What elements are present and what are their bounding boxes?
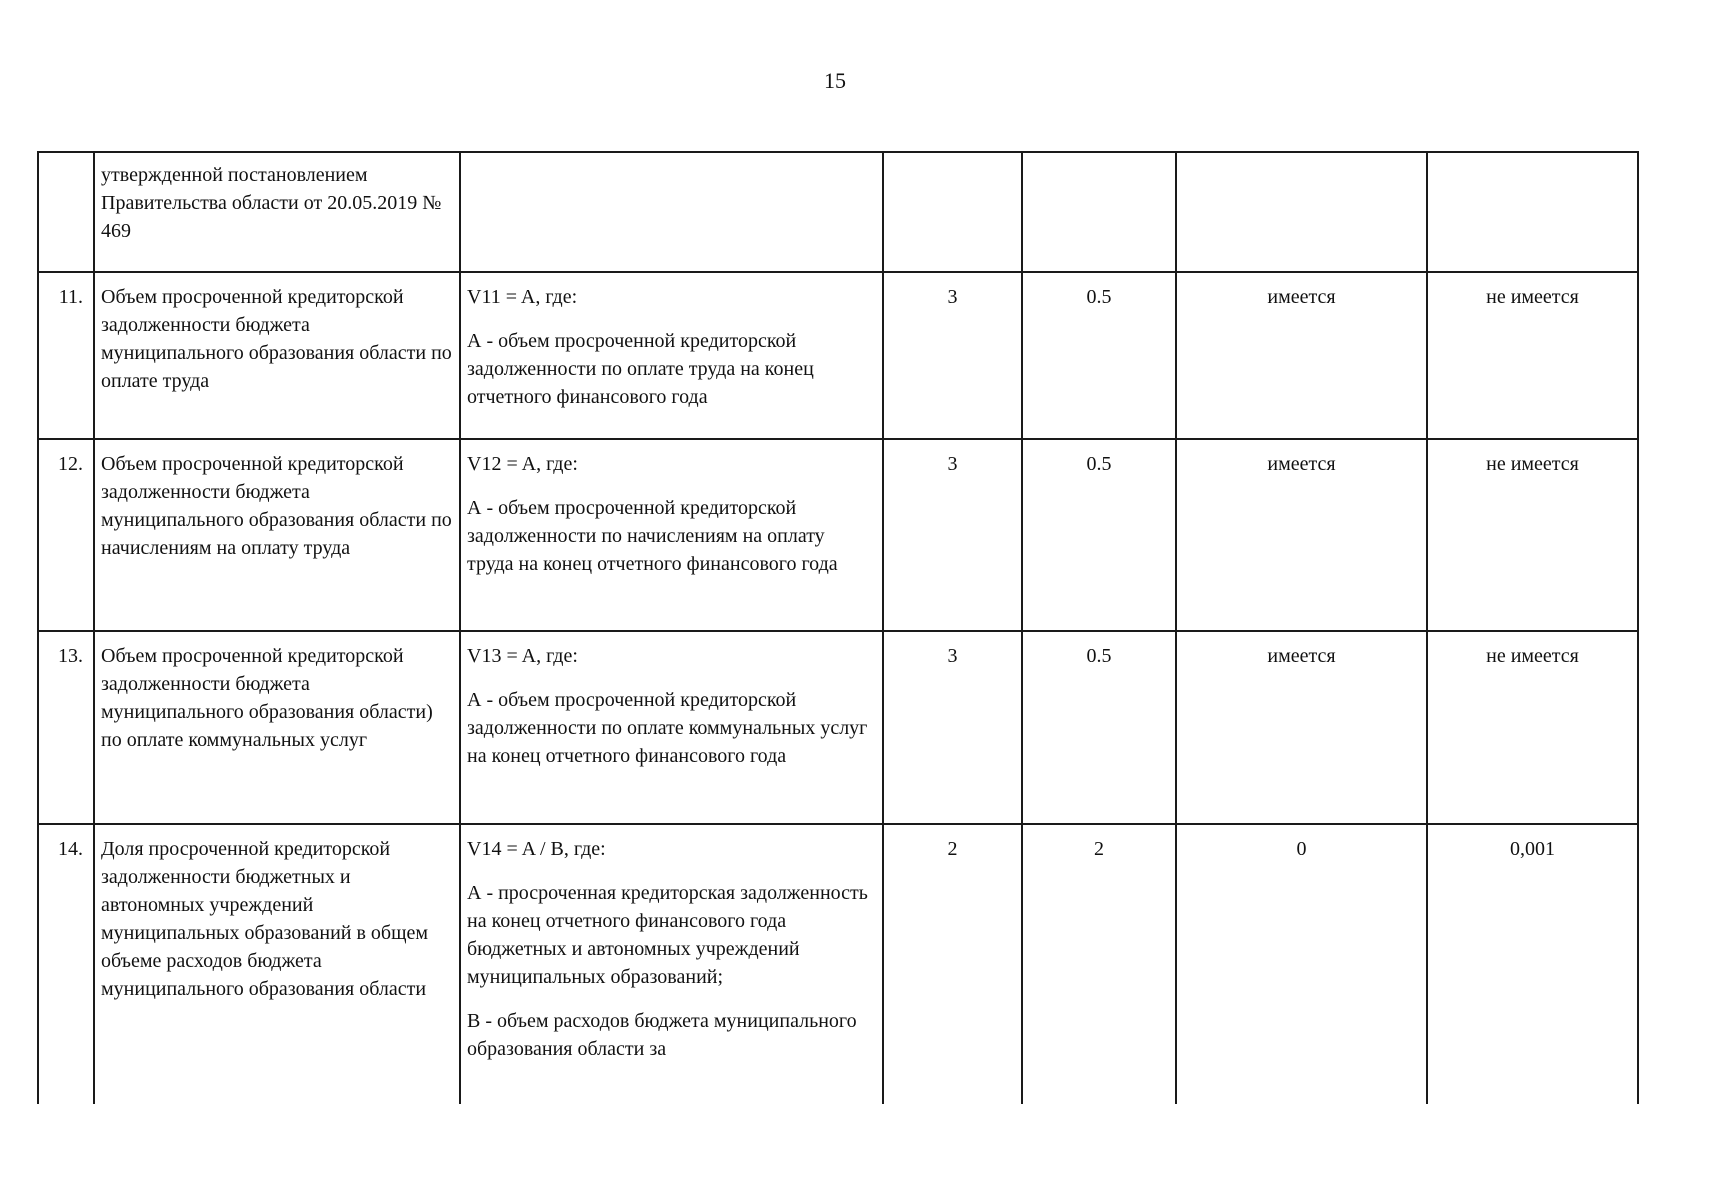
value-cell: не имеется <box>1427 439 1638 631</box>
formula-cell <box>460 631 883 824</box>
indicator-cell: утвержденной постановлением Правительства области от 20.05.2019 № 469 <box>94 152 460 272</box>
indicator-cell: Объем просроченной кредиторской задолженности бюджета муниципального образования области) по оплате коммунальных услуг <box>94 631 460 824</box>
value-cell: 3 <box>883 272 1022 439</box>
formula-cell <box>460 272 883 439</box>
formula: V12 = A, где: <box>467 453 578 475</box>
value-cell: 2 <box>883 824 1022 1104</box>
formula-definition: А - объем просроченной кредиторской задолженности по оплате труда на конец отчетного финансового года <box>467 330 814 408</box>
value-cell: 0 <box>1176 824 1427 1104</box>
value-cell: 0,001 <box>1427 824 1638 1104</box>
indicator-cell: Доля просроченной кредиторской задолженности бюджетных и автономных учреждений муниципальных образований в общем объеме расходов бюджета муниципального образования области <box>94 824 460 1104</box>
table-row-11 <box>38 272 1638 439</box>
value-cell <box>883 152 1022 272</box>
value-cell: имеется <box>1176 439 1427 631</box>
num-cell <box>38 152 94 272</box>
indicator-cell: Объем просроченной кредиторской задолженности бюджета муниципального образования области по начислениям на оплату труда <box>94 439 460 631</box>
value-cell: не имеется <box>1427 631 1638 824</box>
formula: V14 = A / B, где: <box>467 838 606 860</box>
table-row-13 <box>38 631 1638 824</box>
value-cell: 0.5 <box>1022 631 1176 824</box>
formula-cell <box>460 824 883 1104</box>
indicator-cell: Объем просроченной кредиторской задолженности бюджета муниципального образования области по оплате труда <box>94 272 460 439</box>
page-number: 15 <box>824 68 846 93</box>
table-row-continuation <box>38 152 1638 272</box>
value-cell: имеется <box>1176 631 1427 824</box>
formula: V13 = A, где: <box>467 645 578 667</box>
formula-cell <box>460 152 883 272</box>
row-number: 12. <box>38 439 94 631</box>
value-cell: 0.5 <box>1022 439 1176 631</box>
value-cell <box>1427 152 1638 272</box>
formula-cell <box>460 439 883 631</box>
value-cell: не имеется <box>1427 272 1638 439</box>
value-cell: имеется <box>1176 272 1427 439</box>
value-cell: 3 <box>883 631 1022 824</box>
value-cell: 2 <box>1022 824 1176 1104</box>
formula-definition: А - объем просроченной кредиторской задолженности по начислениям на оплату труда на конец отчетного финансового года <box>467 497 838 575</box>
row-number: 11. <box>38 272 94 439</box>
formula: V11 = A, где: <box>467 286 578 308</box>
formula-definition: В - объем расходов бюджета муниципального образования области за <box>467 1010 857 1060</box>
formula-definition: А - объем просроченной кредиторской задолженности по оплате коммунальных услуг на конец отчетного финансового года <box>467 689 868 767</box>
table-row-12 <box>38 439 1638 631</box>
table-row-14 <box>38 824 1638 1104</box>
value-cell <box>1022 152 1176 272</box>
row-number: 13. <box>38 631 94 824</box>
indicators-table <box>37 151 1639 1104</box>
value-cell: 0.5 <box>1022 272 1176 439</box>
value-cell <box>1176 152 1427 272</box>
formula-definition: А - просроченная кредиторская задолженность на конец отчетного финансового года бюджетных и автономных учреждений муниципальных образований; <box>467 882 868 988</box>
value-cell: 3 <box>883 439 1022 631</box>
row-number: 14. <box>38 824 94 1104</box>
